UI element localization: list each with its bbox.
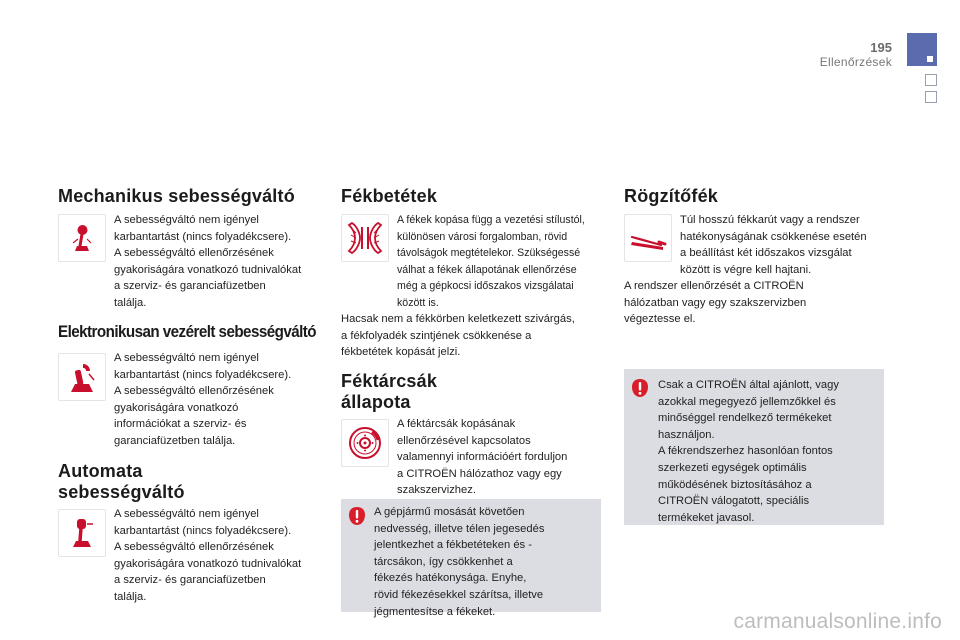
text-line: A sebességváltó nem igényel — [114, 214, 259, 226]
text-line: A sebességváltó nem igényel — [114, 508, 259, 520]
title-line: állapota — [341, 392, 411, 412]
page-number: 195 — [870, 40, 892, 55]
text-line: Túl hosszú fékkarút vagy a rendszer — [680, 214, 860, 226]
text-line: A sebességváltó ellenőrzésének — [114, 385, 274, 398]
text-line: A fékek kopása függ a vezetési stílustól, — [397, 214, 585, 226]
text-line: gyakoriságára vonatkozó tudnivalókat — [114, 557, 302, 570]
text-line: A gépjármű mosását követően — [374, 506, 525, 518]
brake-disc-icon — [341, 419, 389, 467]
text-line: nedvesség, illetve télen jegesedés — [374, 522, 545, 535]
gear-lever-icon — [58, 214, 106, 262]
chapter-title: Ellenőrzések — [819, 55, 892, 69]
title-line: sebességváltó — [58, 482, 185, 502]
section-title-manual-gearbox: Mechanikus sebességváltó — [58, 186, 295, 206]
text-line: karbantartást (nincs folyadékcsere). — [114, 230, 292, 243]
text-line: hálózatban vagy egy szakszervizben — [624, 296, 807, 309]
section-body-automatic-gearbox — [114, 506, 329, 606]
text-line: A sebességváltó ellenőrzésének — [114, 541, 274, 554]
text-line: Hacsak nem a fékkörben keletkezett szivárgás, — [341, 313, 575, 325]
text-line: a szerviz- és garanciafüzetben — [114, 280, 266, 293]
text-line: A sebességváltó ellenőrzésének — [114, 247, 274, 260]
text-line: használjon. — [658, 428, 715, 441]
section-title-automatic-gearbox — [58, 461, 185, 503]
section-body-parking-brake-check — [624, 278, 884, 328]
warning-text-washing — [374, 504, 596, 620]
text-line: működésének biztosításához a — [658, 478, 812, 491]
section-title-brake-discs — [341, 371, 437, 413]
text-line: Csak a CITROËN által ajánlott, vagy — [658, 379, 839, 391]
section-title-brake-pads: Fékbetétek — [341, 186, 438, 206]
warning-box-products — [624, 369, 884, 525]
section-body-brake-pads — [397, 212, 602, 312]
text-line: garanciafüzetben találja. — [114, 434, 236, 447]
text-line: tárcsákon, így csökkenhet a — [374, 555, 513, 568]
parking-brake-icon — [624, 214, 672, 262]
text-line: különösen városi forgalomban, rövid — [397, 230, 568, 243]
section-body-parking-brake — [680, 212, 890, 278]
text-line: karbantartást (nincs folyadékcsere). — [114, 368, 292, 381]
warning-text-products — [658, 377, 880, 526]
watermark: carmanualsonline.info — [733, 610, 942, 633]
text-line: gyakoriságára vonatkozó — [114, 401, 239, 414]
text-line: találja. — [114, 296, 147, 309]
text-line: fékezés hatékonysága. Enyhe, — [374, 572, 527, 585]
text-line: szerkezeti egységek optimális — [658, 461, 807, 474]
text-line: termékeket javasol. — [658, 511, 755, 524]
section-body-manual-gearbox — [114, 212, 329, 312]
electronic-gear-lever-icon — [58, 353, 106, 401]
text-line: CITROËN válogatott, speciális — [658, 495, 810, 508]
title-line: Féktárcsák — [341, 371, 438, 391]
section-body-brake-fluid — [341, 311, 606, 361]
text-line: azokkal megegyező jellemzőkkel és — [658, 395, 836, 408]
text-line: távolságok megtételekor. Szükségessé — [397, 247, 581, 260]
text-line: információkat a szerviz- és — [114, 418, 247, 431]
chapter-tab-inactive — [925, 74, 937, 86]
text-line: ellenőrzésével kapcsolatos — [397, 434, 531, 447]
section-title-parking-brake: Rögzítőfék — [624, 186, 718, 206]
warning-box-washing — [341, 499, 601, 618]
title-line: Automata — [58, 461, 143, 481]
text-line: A féktárcsák kopásának — [397, 418, 516, 430]
chapter-tab-active — [907, 33, 937, 66]
text-line: között is végre kell hajtani. — [680, 263, 812, 276]
exclamation-icon — [349, 507, 365, 525]
text-line: fékbetétek kopását jelzi. — [341, 346, 461, 359]
text-line: jelentkezhet a fékbetéteken és - — [374, 539, 532, 552]
text-line: a beállítást két időszakos vizsgálat — [680, 247, 852, 260]
text-line: válhat a fékek állapotának ellenőrzése — [397, 263, 577, 276]
text-line: A sebességváltó nem igényel — [114, 352, 259, 364]
automatic-gear-lever-icon — [58, 509, 106, 557]
text-line: minőséggel rendelkező termékeket — [658, 412, 832, 425]
text-line: még a gépkocsi időszakos vizsgálatai — [397, 280, 574, 293]
text-line: karbantartást (nincs folyadékcsere). — [114, 524, 292, 537]
text-line: szakszervizhez. — [397, 484, 476, 497]
text-line: a szerviz- és garanciafüzetben — [114, 574, 266, 587]
text-line: végeztesse el. — [624, 313, 696, 326]
text-line: A fékrendszerhez hasonlóan fontos — [658, 445, 833, 458]
chapter-tab-inactive — [925, 91, 937, 103]
text-line: hatékonyságának csökkenése esetén — [680, 230, 867, 243]
text-line: jégmentesítse a fékeket. — [374, 605, 496, 618]
text-line: a CITROËN hálózathoz vagy egy — [397, 467, 562, 480]
text-line: valamennyi információért forduljon — [397, 451, 568, 464]
section-title-electronic-gearbox: Elektronikusan vezérelt sebességváltó — [58, 323, 317, 341]
text-line: a fékfolyadék szintjének csökkenése a — [341, 329, 532, 342]
exclamation-icon — [632, 379, 648, 397]
section-body-electronic-gearbox — [114, 350, 329, 450]
text-line: A rendszer ellenőrzését a CITROËN — [624, 280, 804, 292]
text-line: gyakoriságára vonatkozó tudnivalókat — [114, 263, 302, 276]
text-line: rövid fékezésekkel szárítsa, illetve — [374, 588, 544, 601]
text-line: között is. — [397, 296, 439, 309]
section-body-brake-discs — [397, 416, 602, 499]
text-line: találja. — [114, 590, 147, 603]
brake-pads-icon — [341, 214, 389, 262]
